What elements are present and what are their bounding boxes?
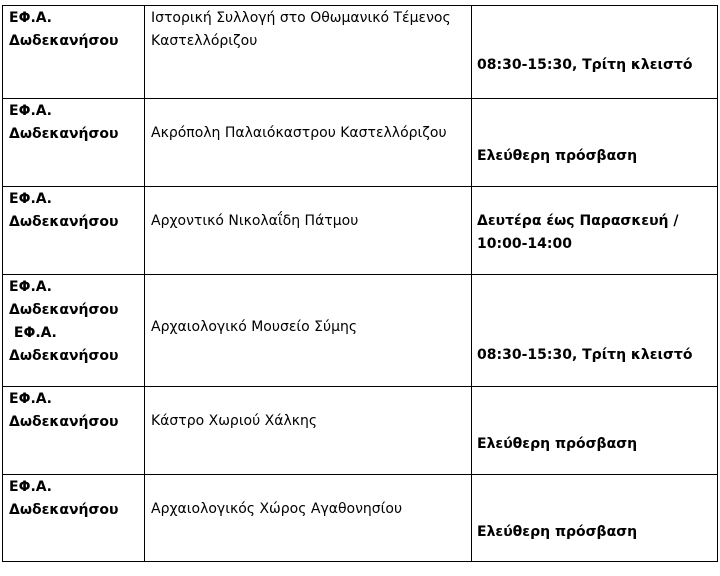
- authority-line: Δωδεκανήσου: [9, 33, 119, 49]
- table-row: [3, 99, 718, 187]
- authority-cell: [3, 99, 145, 187]
- hours-cell: [472, 275, 718, 387]
- site-cell: [145, 6, 472, 99]
- site-name: Αρχοντικό Νικολαΐδη Πάτμου: [151, 213, 359, 229]
- site-name: Ιστορική Συλλογή στο Οθωμανικό Τέμενος Καστελλόριζου: [151, 10, 451, 49]
- authority-line: ΕΦ.Α.: [9, 103, 52, 119]
- hours-cell: [472, 387, 718, 475]
- authority-line: Δωδεκανήσου: [9, 502, 119, 518]
- authority-line: ΕΦ.Α.: [9, 479, 52, 495]
- site-name: Αρχαιολογικός Χώρος Αγαθονησίου: [151, 501, 403, 517]
- authority-cell: [3, 387, 145, 475]
- authority-line: Δωδεκανήσου: [9, 214, 119, 230]
- opening-hours: Ελεύθερη πρόσβαση: [477, 148, 638, 164]
- authority-line: Δωδεκανήσου: [9, 126, 119, 142]
- authority-cell: [3, 187, 145, 275]
- authority-cell: [3, 275, 145, 387]
- authority-line: ΕΦ.Α.: [9, 391, 52, 407]
- authority-line: ΕΦ.Α.: [9, 10, 52, 26]
- authority-line: ΕΦ.Α.: [9, 191, 52, 207]
- site-name: Αρχαιολογικό Μουσείο Σύμης: [151, 319, 358, 335]
- sites-table: [2, 5, 718, 562]
- hours-cell: [472, 6, 718, 99]
- authority-line: Δωδεκανήσου: [9, 302, 119, 318]
- site-cell: [145, 187, 472, 275]
- opening-hours: Ελεύθερη πρόσβαση: [477, 436, 638, 452]
- site-cell: [145, 99, 472, 187]
- authority-line: ΕΦ.Α.: [9, 279, 52, 295]
- opening-hours: Δευτέρα έως Παρασκευή / 10:00-14:00: [477, 213, 679, 252]
- opening-hours: Ελεύθερη πρόσβαση: [477, 524, 638, 540]
- hours-cell: [472, 99, 718, 187]
- authority-line: Δωδεκανήσου: [9, 414, 119, 430]
- hours-cell: [472, 187, 718, 275]
- site-cell: [145, 275, 472, 387]
- site-name: Ακρόπολη Παλαιόκαστρου Καστελλόριζου: [151, 125, 447, 141]
- opening-hours: 08:30-15:30, Τρίτη κλειστό: [477, 57, 693, 73]
- authority-cell: [3, 6, 145, 99]
- authority-line: ΕΦ.Α.: [9, 325, 57, 341]
- site-cell: [145, 387, 472, 475]
- table-row: [3, 475, 718, 562]
- site-cell: [145, 475, 472, 562]
- table-row: [3, 6, 718, 99]
- authority-cell: [3, 475, 145, 562]
- table-row: [3, 387, 718, 475]
- site-name: Κάστρο Χωριού Χάλκης: [151, 413, 318, 429]
- opening-hours: 08:30-15:30, Τρίτη κλειστό: [477, 347, 693, 363]
- table-row: [3, 275, 718, 387]
- table-row: [3, 187, 718, 275]
- authority-line: Δωδεκανήσου: [9, 348, 119, 364]
- hours-cell: [472, 475, 718, 562]
